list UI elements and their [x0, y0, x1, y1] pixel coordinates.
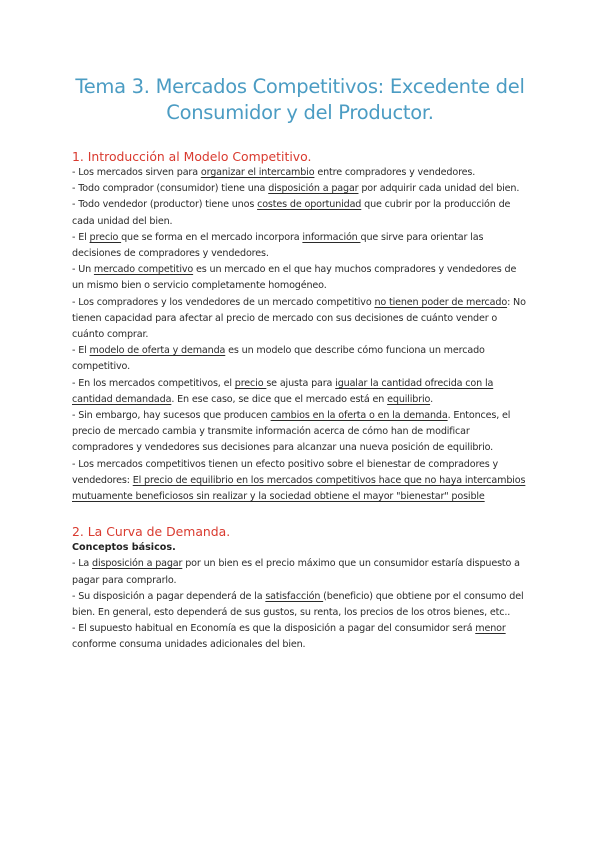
text-run: - El — [72, 345, 90, 357]
section-1-heading: 1. Introducción al Modelo Competitivo. — [72, 149, 312, 164]
paragraph-7 — [72, 343, 528, 375]
text-run: por un bien es el precio máximo que un consumidor estaría dispuesto a pagar para comprarlo. — [72, 558, 520, 586]
text-run: : No tienen capacidad para afectar al precio de mercado con sus decisiones de cuánto vender o cuánto comprar. — [72, 296, 526, 341]
text-run: - Todo comprador (consumidor) tiene una — [72, 183, 269, 195]
text-run: . — [430, 393, 434, 405]
underlined-term: costes de oportunidad — [257, 199, 362, 211]
paragraph-9 — [72, 408, 528, 457]
paragraph-2 — [72, 181, 528, 197]
underlined-term: satisfacción — [265, 590, 324, 602]
title-line-2: Consumidor y del Productor. — [166, 101, 434, 124]
underlined-term: modelo de oferta y demanda — [89, 345, 226, 357]
underlined-term: no tienen poder de mercado — [374, 296, 508, 308]
text-run: que sirve para orientar las decisiones de compradores y vendedores. — [72, 231, 484, 260]
underlined-term: disposición a pagar — [268, 183, 359, 195]
text-run: - Los mercados competitivos tienen un efecto positivo sobre el bienestar de compradores y vendedores: — [72, 458, 499, 486]
underlined-term: información — [302, 231, 361, 243]
paragraph-8 — [72, 376, 528, 408]
text-run: - El — [72, 231, 90, 243]
paragraph-4 — [72, 230, 528, 262]
text-run: - Todo vendedor (productor) tiene unos — [72, 199, 258, 211]
text-run: - En los mercados competitivos, el — [72, 377, 235, 389]
text-run: se ajusta para — [266, 377, 336, 389]
paragraph-6 — [72, 295, 528, 344]
section-2-heading: 2. La Curva de Demanda. — [72, 524, 231, 540]
paragraph-1 — [72, 165, 528, 181]
underlined-term: cambios en la oferta o en la demanda — [270, 410, 448, 422]
underlined-term: precio — [234, 377, 267, 389]
underlined-term: equilibrio — [387, 393, 431, 405]
paragraph-12 — [72, 589, 528, 621]
text-run: (beneficio) que obtiene por el consumo del bien. En general, esto dependerá de sus gustos, su renta, los precios de los otros bienes, etc.. — [72, 590, 524, 619]
underlined-term: igualar la cantidad ofrecida con la cantidad demandada — [72, 377, 494, 405]
text-run: es un mercado en el que hay muchos compradores y vendedores de un mismo bien o servicio completamente homogéneo. — [72, 264, 517, 292]
title-line-1: Tema 3. Mercados Competitivos: Excedente del — [75, 75, 525, 98]
underlined-term: disposición a pagar — [92, 558, 183, 570]
text-run: que se forma en el mercado incorpora — [121, 231, 303, 243]
text-run: entre compradores y vendedores. — [314, 167, 476, 178]
text-run: - El supuesto habitual en Economía es que la disposición a pagar del consumidor será — [72, 623, 476, 635]
text-run: que cubrir por la producción de cada unidad del bien. — [72, 199, 511, 227]
paragraph-3 — [72, 197, 528, 229]
text-run: - Los compradores y los vendedores de un mercado competitivo — [72, 296, 375, 308]
text-run: por adquirir cada unidad del bien. — [358, 183, 520, 195]
paragraph-5 — [72, 262, 528, 294]
paragraph-11 — [72, 556, 528, 588]
page-title — [72, 0, 528, 126]
text-run: - La — [72, 558, 93, 570]
text-run: . En ese caso, se dice que el mercado está en — [171, 393, 388, 405]
text-run: conforme consuma unidades adicionales del bien. — [72, 639, 306, 651]
underlined-term: organizar el intercambio — [200, 167, 315, 178]
text-run: es un modelo que describe cómo funciona un mercado competitivo. — [72, 345, 485, 373]
text-run: - Un — [72, 264, 94, 276]
text-run: - Los mercados sirven para — [72, 167, 201, 178]
underlined-term: menor — [475, 623, 506, 635]
paragraph-10 — [72, 457, 528, 506]
underlined-term: precio — [89, 231, 122, 243]
underlined-term: El precio de equilibrio en los mercados competitivos hace que no haya intercambios mutuamente beneficiosos sin realizar y la sociedad obtiene el mayor "bienestar" posible — [72, 474, 526, 503]
paragraph-13 — [72, 621, 528, 653]
underlined-term: mercado competitivo — [93, 264, 194, 276]
text-run: . Entonces, el precio de mercado cambia y transmite información acerca de cómo han de modificar compradores y vendedores sus decisiones para alcanzar una nueva posición de equilibrio. — [72, 410, 511, 454]
text-run: - Sin embargo, hay sucesos que producen — [72, 410, 271, 422]
subheading-basic-concepts: Conceptos básicos. — [72, 542, 176, 554]
text-run: - Su disposición a pagar dependerá de la — [72, 590, 266, 602]
